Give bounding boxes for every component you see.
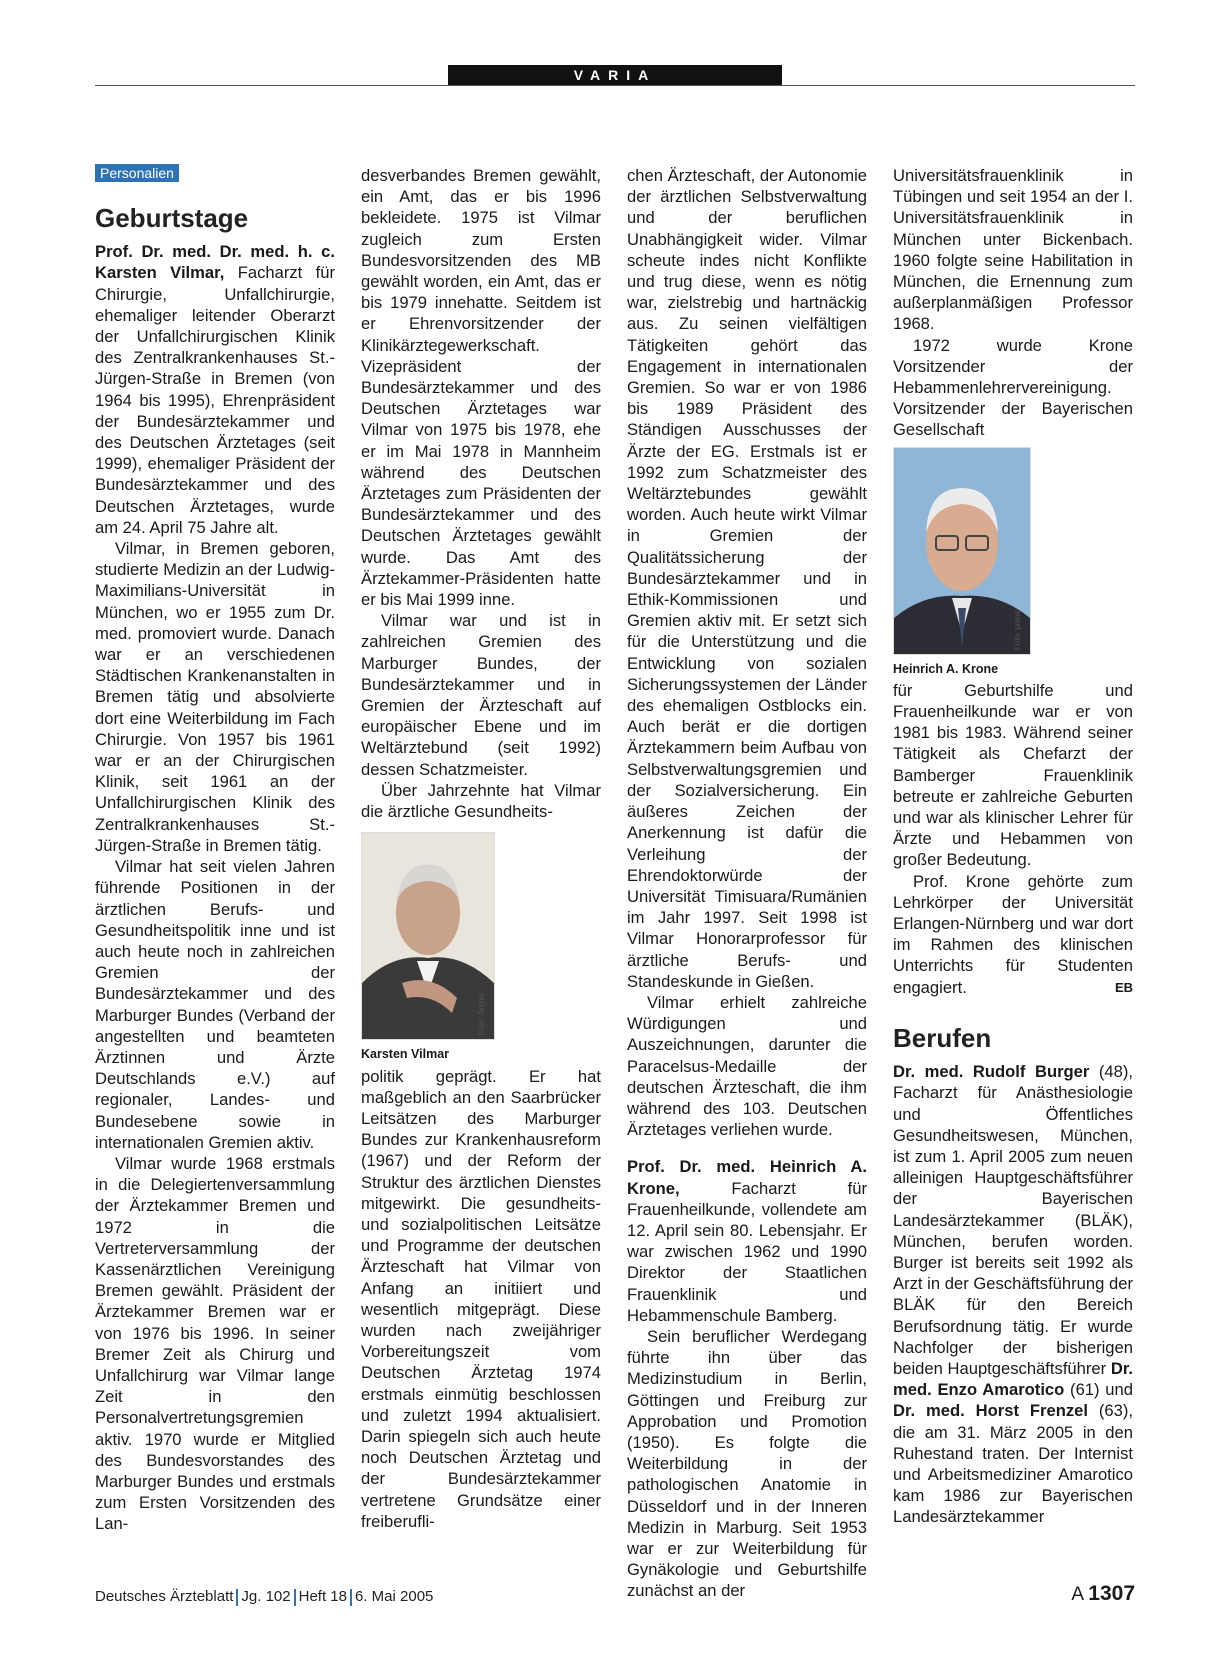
person-name: Prof. Dr. med. Dr. med. h. c. Karsten Vilmar, — [95, 242, 335, 283]
photo-heinrich-krone — [893, 447, 1031, 655]
column-4 — [893, 165, 1133, 1528]
divider — [294, 1589, 296, 1606]
divider — [236, 1589, 238, 1606]
photo-caption: Heinrich A. Krone — [893, 661, 999, 676]
photo-credit: Foto: privat — [1012, 609, 1022, 650]
paragraph-text: (63), die am 31. März 2005 in den Ruhestand traten. Der Internist und Arbeitsmediziner Amarotico kam 1986 zur Bayerischen Landesärztekammer — [893, 1401, 1133, 1527]
paragraph: Vilmar, in Bremen geboren, studierte Medizin an der Ludwig-Maximilians-Universität in München, wo er 1955 zum Dr. med. promoviert wurde. Danach war er an verschiedenen Städtischen Krankenanstalten in Bremen tätig und absolvierte dort eine Weiterbildung im Fach Chirurgie. Von 1957 bis 1961 war er an der Chirurgischen Klinik, seit 1961 an der Unfallchirurgischen Klinik des Zentralkrankenhauses St.-Jürgen-Straße in Bremen tätig. — [95, 539, 335, 855]
column-2 — [361, 165, 601, 1532]
page-number — [1071, 1582, 1135, 1606]
paragraph — [95, 241, 335, 538]
headline-berufen: Berufen — [893, 1022, 992, 1053]
paragraph: desverbandes Bremen gewählt, ein Amt, das er bis 1996 bekleidete. 1975 ist Vilmar zugleich zum Ersten Bundesvorsitzenden des MB gewählt worden, ein Amt, das er bis 1979 innehatte. Seitdem ist er Ehrenvorsitzender der Klinikärztegewerkschaft. Vizepräsident der Bundesärztekammer und des Deutschen Ärztetages war Vilmar von 1975 bis 1978, ehe er im Mai 1978 in Mannheim während des Deutschen Ärztetages zum Präsidenten der Bundesärztekammer und des Deutschen Ärztetages gewählt wurde. Das Amt des Ärztekammer-Präsidenten hatte er bis Mai 1999 inne. — [361, 166, 601, 610]
paragraph: politik geprägt. Er hat maßgeblich an den Saarbrücker Leitsätzen des Marburger Bundes zur Krankenhausreform (1967) und der Reform der Struktur des ärztlichen Dienstes mitgewirkt. Die gesundheits- und sozialpolitischen Leitsätze und Programme der deutschen Ärzteschaft hat Vilmar von Anfang an initiiert und wesentlich mitgeprägt. Diese wurden nach zweijähriger Vorbereitungszeit vom Deutschen Ärztetag 1974 erstmals einmütig beschlossen und zuletzt 1994 aktualisiert. Darin spiegeln sich auch heute noch Deutschen Ärztetag und der Bundesärztekammer vertretene Grundsätze einer freiberufli- — [361, 1066, 601, 1531]
paragraph-text: (61) und — [1064, 1380, 1133, 1400]
paragraph: Vilmar wurde 1968 erstmals in die Delegiertenversammlung der Ärztekammer Bremen und 1972 in die Vertreterversammlung der Kassenärztlichen Vereinigung Bremen gewählt. Präsident der Ärztekammer Bremen war er von 1976 bis 1996. In seiner Bremer Zeit als Chirurg und Unfallchirurg war Vilmar lange Zeit in den Personalvertretungsgremien aktiv. 1970 wurde er Mitglied des Bundesvorstandes des Marburger Bundes und erstmals zum Ersten Vorsitzenden des Lan- — [95, 1153, 335, 1534]
paragraph: für Geburtshilfe und Frauenheilkunde war er von 1981 bis 1983. Während seiner Tätigkeit als Chefarzt der Bamberger Frauenklinik betreute er zahlreiche Geburten und war als klinischer Lehrer für Ärzte und Hebammen von großer Bedeutung. — [893, 680, 1133, 870]
section-header: VARIA — [448, 65, 782, 86]
paragraph: Über Jahrzehnte hat Vilmar die ärztliche Gesundheits- — [361, 780, 601, 822]
paragraph: Sein beruflicher Werdegang führte ihn über das Medizinstudium in Berlin, Göttingen und Freiburg zur Approbation und Promotion (1950). Es folgte die Weiterbildung in der pathologischen Anatomie in Düsseldorf und in der Inneren Medizin in Marburg. Seit 1953 war er zur Weiterbildung für Gynäkologie und Geburtshilfe zunächst an der — [627, 1326, 867, 1601]
paragraph-text: Facharzt für Frauenheilkunde, vollendete am 12. April sein 80. Lebensjahr. Er war zwischen 1962 und 1990 Direktor der Staatlichen Frauenklinik und Hebammenschule Bamberg. — [627, 1178, 867, 1325]
photo-caption: Karsten Vilmar — [361, 1047, 450, 1062]
page-prefix: A — [1071, 1584, 1083, 1605]
paragraph: Universitätsfrauenklinik in Tübingen und seit 1954 an der I. Universitätsfrauenklinik in München unter Bickenbach. 1960 folgte seine Habilitation in München, die Ernennung zum außerplanmäßigen Professor 1968. — [893, 166, 1133, 334]
paragraph: 1972 wurde Krone Vorsitzender der Hebammenlehrervereinigung. Vorsitzender der Bayerischen Gesellschaft — [893, 335, 1133, 440]
person-name: Dr. med. Rudolf Burger — [893, 1062, 1090, 1082]
paragraph: Vilmar hat seit vielen Jahren führende Positionen in der ärztlichen Berufs- und Gesundheitspolitik inne und ist auch heute noch in zahlreichen Gremien der Bundesärztekammer und des Marburger Bundes (Verband der angestellten und beamteten Ärztinnen und Ärzte Deutschlands e.V.) auf regionaler, Landes- und Bundesebene sowie in internationalen Gremien aktiv. — [95, 857, 335, 1152]
photo-credit: Foto: Archiv — [476, 993, 486, 1036]
paragraph — [627, 1156, 867, 1326]
paragraph-text: Prof. Krone gehörte zum Lehrkörper der Universität Erlangen-Nürnberg und war dort im Rahmen des klinischen Unterrichts für Studenten engagiert. — [893, 871, 1133, 997]
paragraph: Vilmar war und ist in zahlreichen Gremien des Marburger Bundes, der Bundesärztekammer und in Gremien der Ärzteschaft auf europäischer Ebene und im Weltärztebund (seit 1992) dessen Schatzmeister. — [361, 611, 601, 779]
person-name: Prof. Dr. med. Heinrich A. Krone, — [627, 1157, 867, 1198]
column-3 — [627, 165, 867, 1602]
photo-karsten-vilmar — [361, 832, 495, 1040]
headline-geburtstage: Geburtstage — [95, 203, 249, 233]
paragraph: Vilmar erhielt zahlreiche Würdigungen und Auszeichnungen, darunter die Paracelsus-Medaille der deutschen Ärzteschaft, die ihm während des 103. Deutschen Ärztetages verliehen wurde. — [627, 992, 867, 1140]
page-number-value: 1307 — [1088, 1582, 1135, 1605]
footer-citation — [95, 1588, 433, 1606]
volume: Jg. 102 — [241, 1588, 291, 1605]
column-1 — [95, 203, 336, 1535]
header-rule — [95, 85, 1135, 86]
journal-name: Deutsches Ärzteblatt — [95, 1588, 234, 1605]
person-name: Dr. med. Enzo Amarotico — [893, 1358, 1133, 1400]
issue-date: 6. Mai 2005 — [355, 1588, 434, 1605]
paragraph-text: Facharzt für Chirurgie, Unfallchirurgie, ehemaliger leitender Oberarzt der Unfallchirurgischen Klinik des Zentralkrankenhauses St.-Jürgen-Straße in Bremen (von 1964 bis 1995), Ehrenpräsident der Bundesärztekammer und des Deutschen Ärztetages (seit 1999), ehemaliger Präsident der Bundesärztekammer und des Deutschen Ärztetages, wurde am 24. April 75 Jahre alt. — [95, 263, 336, 537]
person-name: Dr. med. Horst Frenzel — [893, 1401, 1088, 1421]
divider — [350, 1589, 352, 1606]
paragraph — [893, 871, 1133, 998]
paragraph — [893, 1061, 1133, 1527]
issue: Heft 18 — [298, 1588, 347, 1605]
category-tag: Personalien — [95, 164, 179, 182]
paragraph-text: (48), Facharzt für Anästhesiologie und Öffentliches Gesundheitswesen, München, ist zum 1. April 2005 zum neuen alleinigen Hauptgeschäftsführer der Bayerischen Landesärztekammer (BLÄK), München, berufen worden. Burger ist bereits seit 1992 als Arzt in der Geschäftsführung der BLÄK für den Bereich Berufsordnung tätig. Er wurde Nachfolger der bisherigen beiden Hauptgeschäftsführer — [893, 1062, 1133, 1378]
paragraph: chen Ärzteschaft, der Autonomie der ärztlichen Selbstverwaltung und der beruflichen Unabhängigkeit wider. Vilmar scheute indes nicht Konflikte und trug diese, wenn es nötig war, zielstrebig und hartnäckig aus. Zu seinen vielfältigen Tätigkeiten gehört das Engagement in internationalen Gremien. So war er von 1986 bis 1989 Präsident des Ständigen Ausschusses der Ärzte der EG. Erstmals ist er 1992 zum Schatzmeister des Weltärztebundes gewählt worden. Auch heute wirkt Vilmar in Gremien der Qualitätssicherung der Bundesärztekammer und in Ethik-Kommissionen und Gremien aktiv mit. Er setzt sich für die Unterstützung und die Entwicklung von sozialen Sicherungssystemen der Länder des ehemaligen Ostblocks ein. Auch berät er die dortigen Ärztekammern beim Aufbau von Selbstverwaltungsgremien und der Sozialversicherung. Ein äußeres Zeichen der Anerkennung ist dafür die Verleihung der Ehrendoktorwürde der Universität Timisuara/Rumänien im Jahr 1997. Seit 1998 ist Vilmar Honorarprofessor für ärztliche Berufs- und Standeskunde in Gießen. — [627, 166, 867, 991]
author-signature: EB — [1114, 979, 1133, 995]
